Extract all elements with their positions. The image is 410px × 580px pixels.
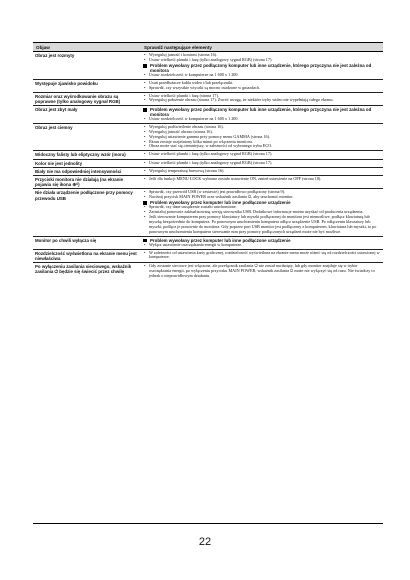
check-item: • Wyreguluj podświetlenie obrazu (strona 16).: [143, 125, 380, 130]
check-item: • Wyreguluj ustawienie gamma przy pomocy menu GAMMA (strona 16).: [143, 135, 380, 140]
symptom-cell: Kolor nie jest jednolity: [33, 159, 141, 167]
check-item: • Ekran zostaje rozjaśniony kilka minut po włączeniu monitora.: [143, 140, 380, 145]
check-list: [143, 81, 380, 91]
check-cell: [141, 175, 383, 188]
check-item: • Sprawdź, czy wszystkie wtyczki są mocno osadzone w gniazdach.: [143, 86, 380, 91]
check-list: [143, 169, 380, 174]
symptom-cell: Rozmiar oraz wyśrodkowanie obrazu są poprawne (tylko analogowy sygnał RGB): [33, 92, 141, 105]
check-list: [143, 152, 380, 157]
check-item: • Wyreguluj położenie obrazu (strona 17). Zwróć uwagę, że niektóre tryby wideo nie wypełniają całego ekranu.: [143, 98, 380, 103]
table-row: [33, 123, 383, 151]
check-item: • Ustaw wielkość plamki i fazę (tylko analogowy sygnał RGB) (strona 17).: [143, 58, 380, 63]
table-bottom-rule: [33, 523, 383, 524]
problem-note: Problem wywołany przez komputer lub inne podłączone urządzenie: [143, 238, 380, 243]
table-row: [33, 249, 383, 262]
symptom-cell: Rozdzielczość wyświetlona na ekranie menu jest niewłaściwa: [33, 249, 141, 262]
check-item: • Wyreguluj jasność i kontrast (strona 16).: [143, 53, 380, 58]
table-row: [33, 92, 383, 105]
header-check: Sprawdź następujące elementy: [141, 43, 383, 52]
table-row: [33, 151, 383, 159]
check-item: • Jeśli dla funkcji MENU LOCK wybrano zostało ustawienie ON, zmień ustawienie na OFF (strona 18).: [143, 177, 380, 182]
check-item: • Wyreguluj temperaturę barwową (strona 16).: [143, 169, 380, 174]
check-cell: [141, 159, 383, 167]
check-list: [143, 251, 380, 261]
problem-note: Problem wywołany przez podłączony komputer lub inne urządzenie, którego przyczyna nie jest zależna od monitora: [143, 63, 380, 73]
check-list: [143, 177, 380, 182]
check-cell: [141, 79, 383, 92]
check-cell: [141, 167, 383, 175]
symptom-cell: Obraz jest zbyt mały: [33, 105, 141, 123]
check-list: [143, 264, 380, 279]
table-row: [33, 159, 383, 167]
check-item: • Jeśli sterowanie komputerem przy pomocy klawiatury lub myszki podłączonej do monitora jest niemożliwe, podłącz klawiaturę lub myszkę bezpośrednio do komputera. Po ponownym uruchomieniu komputera odłącz urządzenie USB. Po odłączeniu klawiatury lub myszki, podłącz je ponownie do monitora. Gdy poprzez port USB monitor jest podłączony z komputerem, klawiatura lub myszki, to po ponownym uruchomieniu komputera sterowanie nim przy pomocy podłączonych urządzeń może nie być możliwe.: [143, 215, 380, 235]
check-item: • W zależności od ustawienia karty graficznej, rozdzielczość wyświetlona na ekranie menu może różnić się od rozdzielczości ustawionej w komputerze.: [143, 251, 380, 261]
symptom-cell: Biały nie ma odpowiedniej intensywności: [33, 167, 141, 175]
check-cell: [141, 92, 383, 105]
check-item: • Ustaw wielkość plamki i fazę (tylko analogowy sygnał RGB) (strona 17).: [143, 161, 380, 166]
check-list: [143, 125, 380, 150]
table-row: [33, 52, 383, 80]
check-item: • Ustaw rozdzielczość w komputerze na 1 600 x 1 200.: [143, 117, 380, 122]
page-number: 22: [198, 536, 212, 548]
check-list: [143, 117, 380, 122]
check-list: [143, 161, 380, 166]
check-cell: [141, 123, 383, 151]
symptom-cell: Występuje zjawisko powidoku: [33, 79, 141, 92]
check-cell: [141, 105, 383, 123]
check-item: • Sprawdź, czy dane urządzenie zostało uruchomione.: [143, 205, 380, 210]
check-item: • Gdy zostanie sieciowe jest włączone, ale przełącznik zasilania ⏻ nie został naciśnięty, lub gdy monitor znajduje się w trybie oszczędzania energii, po wyłączeniu przycisku MAIN POWER, wskaźnik zasilania ⏻ może nie wyłączyć się od razu. Nie świadczy to jednak o nieprawidłowym działaniu.: [143, 264, 380, 279]
check-item: • Wyreguluj jasność obrazu (strona 16).: [143, 130, 380, 135]
check-item: • Usuń przedłużacze kabla wideo i/lub przełączniki.: [143, 81, 380, 86]
problem-note: Problem wywołany przez podłączony komputer lub inne urządzenie, którego przyczyna nie jest zależna od monitora: [143, 107, 380, 117]
check-item: • Obraz może stać się ciemniejszy, w zależności od wybranego trybu ECO.: [143, 144, 380, 149]
check-item: • Ustaw wielkość plamki i fazę (strona 17).: [143, 94, 380, 99]
check-list: [143, 205, 380, 234]
table-row: [33, 236, 383, 249]
table-row: [33, 167, 383, 175]
check-item: • Ustaw rozdzielczość w komputerze na 1 600 x 1 200.: [143, 73, 380, 78]
symptom-cell: Obraz jest ciemny: [33, 123, 141, 151]
check-cell: [141, 189, 383, 236]
table-row: [33, 262, 383, 279]
check-list: [143, 94, 380, 104]
check-item: • Ustaw wielkość plamki i fazę (tylko analogowy sygnał RGB) (strona 17).: [143, 152, 380, 157]
table-row: [33, 189, 383, 236]
table-header: [33, 43, 383, 52]
check-cell: [141, 249, 383, 262]
header-symptom: Objaw: [33, 43, 141, 52]
check-item: • Naciśnij przycisk MAIN POWER oraz wskaźnik zasilania ⏻, aby uruchomić monitor.: [143, 195, 380, 200]
table-row: [33, 175, 383, 188]
symptom-cell: Obraz jest rozmyty: [33, 52, 141, 80]
check-cell: [141, 151, 383, 159]
check-list: [143, 190, 380, 200]
check-cell: [141, 52, 383, 80]
check-item: • Sprawdź, czy przewód USB (w zestawie) jest prawidłowo podłączony (strona 9).: [143, 190, 380, 195]
check-item: • Wyłącz ustawienie oszczędzania energii w komputerze.: [143, 243, 380, 248]
check-list: [143, 73, 380, 78]
check-item: • Zainstaluj ponownie zaktualizowaną wersję sterownika USB. Dodatkowe informacje można uzyskać od producenta urządzenia.: [143, 210, 380, 215]
check-cell: [141, 236, 383, 249]
table-row: [33, 79, 383, 92]
problem-note: Problem wywołany przez komputer lub inne podłączone urządzenie: [143, 200, 380, 205]
check-cell: [141, 262, 383, 279]
check-list: [143, 243, 380, 248]
table-row: [33, 105, 383, 123]
troubleshooting-table: [33, 42, 383, 280]
symptom-cell: Monitor po chwili wyłącza się: [33, 236, 141, 249]
symptom-cell: Przyciski monitora nie działają (na ekranie pojawia się ikona ⊕ᴬ): [33, 175, 141, 188]
symptom-cell: Nie działa urządzenie podłączone przy pomocy przewodu USB: [33, 189, 141, 236]
symptom-cell: Widoczny falisty lub eliptyczny wzór (mora): [33, 151, 141, 159]
troubleshooting-page: [33, 42, 383, 280]
symptom-cell: Po wyłączeniu zasilania sieciowego, wskaźnik zasilania ⏻ będzie się świecić przez chwilę: [33, 262, 141, 279]
check-list: [143, 53, 380, 63]
